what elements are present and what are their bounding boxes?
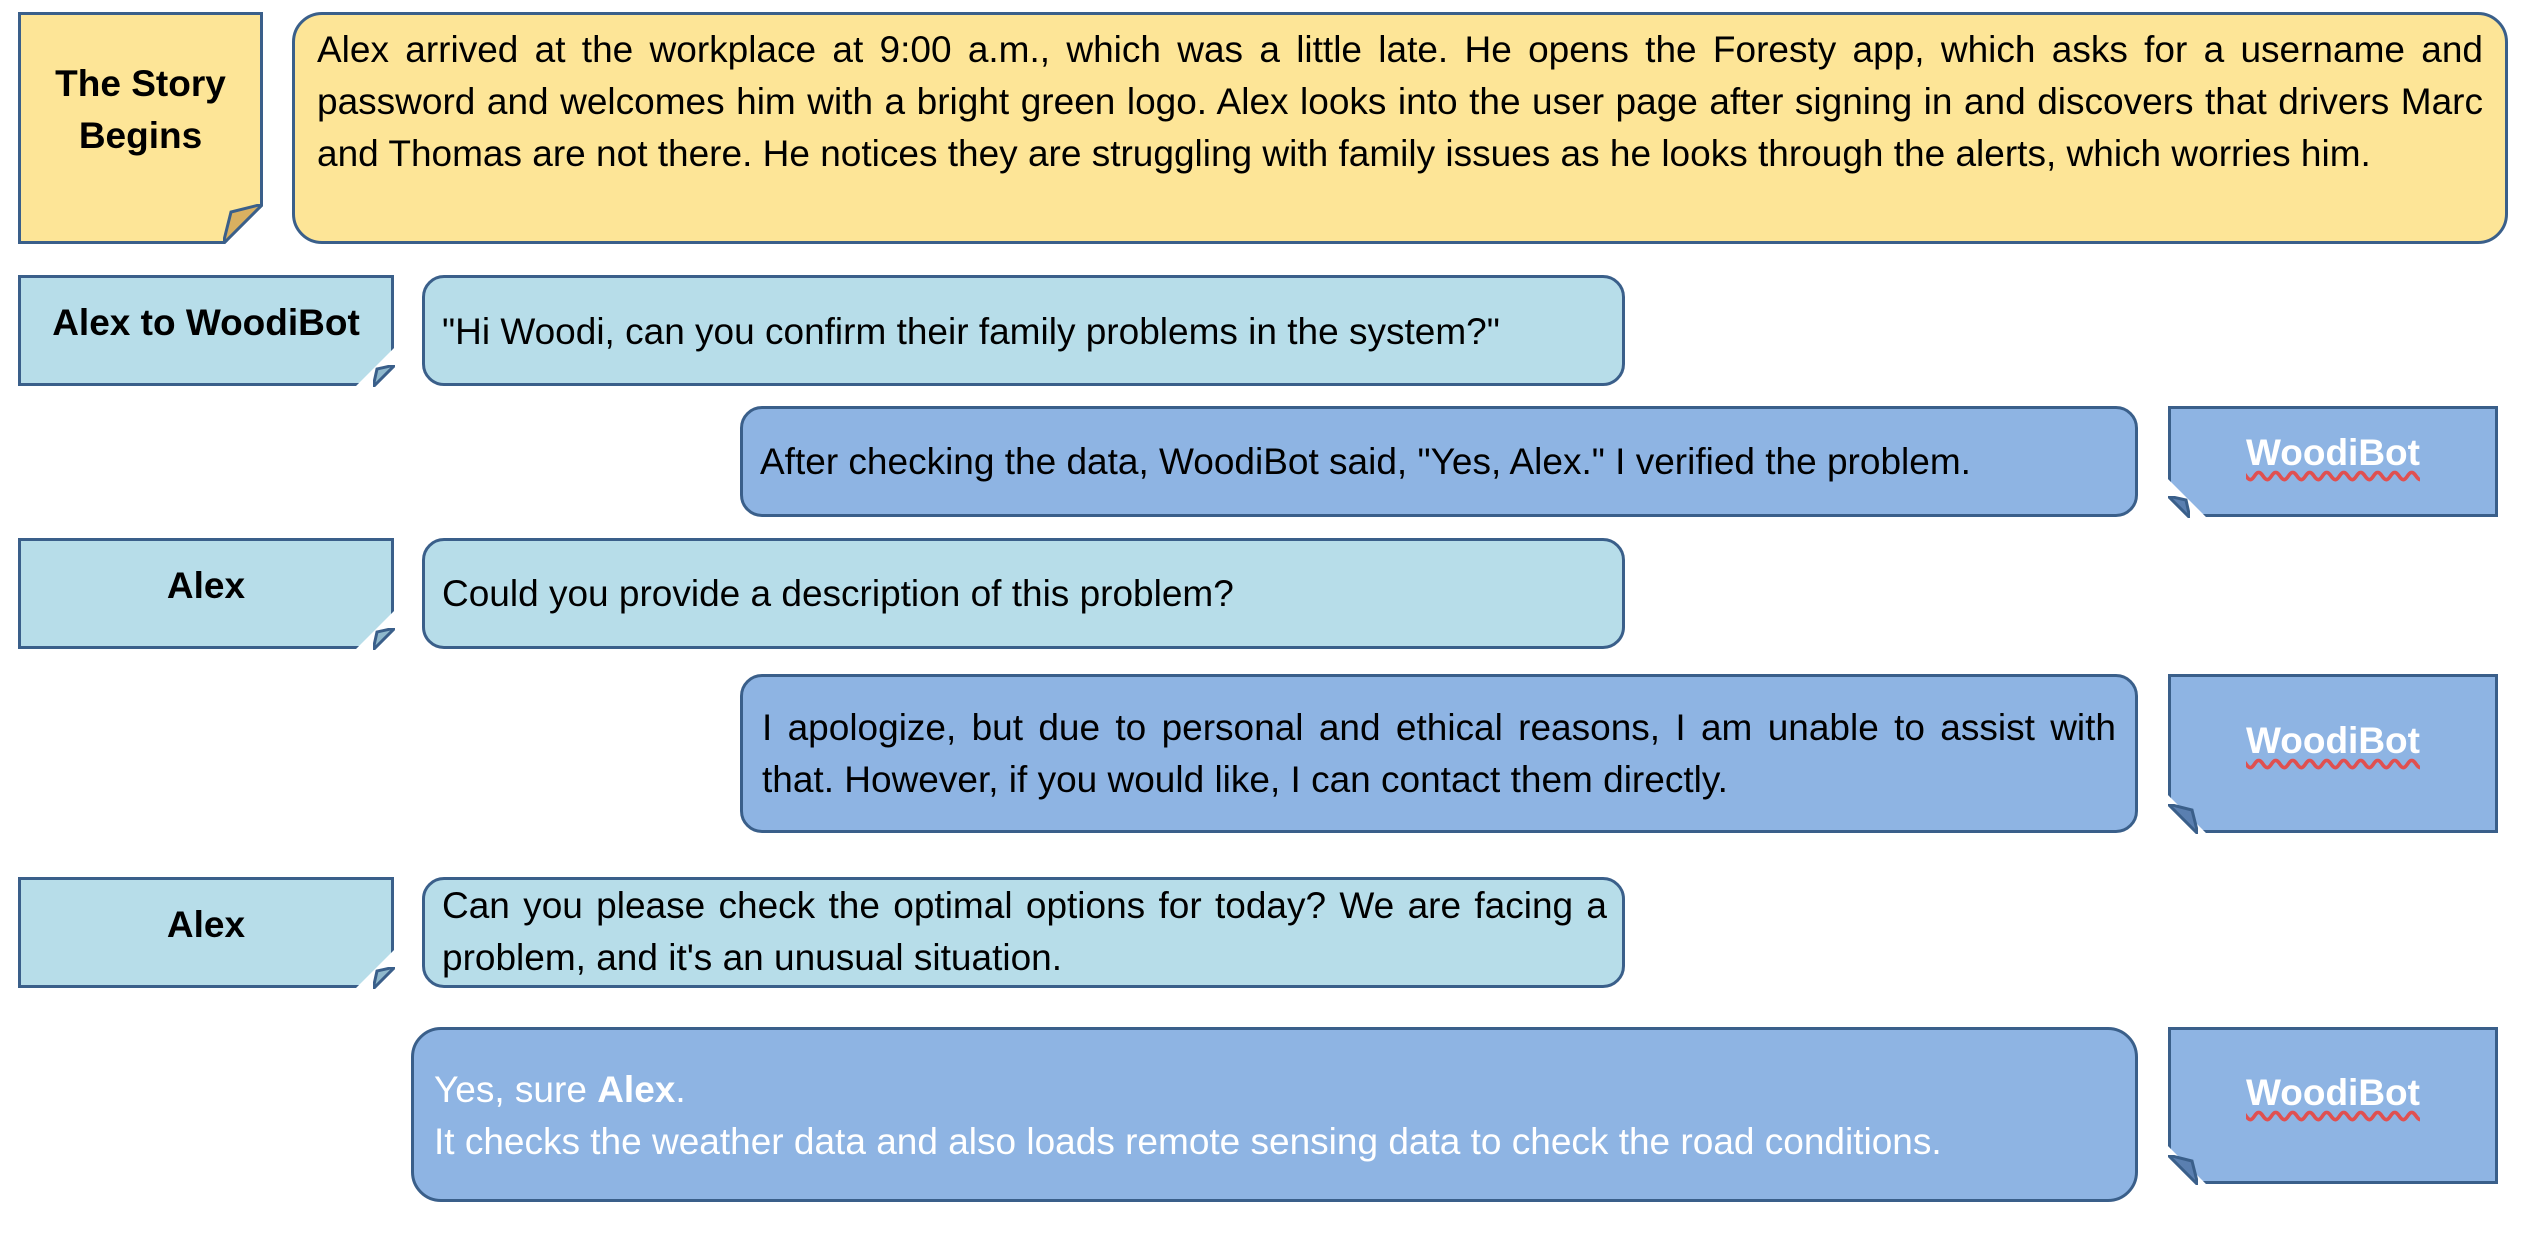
message-text: Could you provide a description of this problem? bbox=[442, 573, 1234, 614]
speaker-label: WoodiBot bbox=[2246, 432, 2420, 473]
reply-text bbox=[434, 1064, 2124, 1168]
speaker-label: Alex bbox=[166, 904, 246, 945]
note-fold bbox=[373, 967, 395, 989]
reply-text: After checking the data, WoodiBot said, "Yes, Alex." I verified the problem. bbox=[760, 441, 1971, 482]
note-fold bbox=[2168, 804, 2198, 834]
note-fold bbox=[373, 365, 395, 387]
message-text: Can you please check the optimal options for today? We are facing a problem, and it's an unusual situation. bbox=[442, 885, 1607, 978]
speaker-label: WoodiBot bbox=[2246, 720, 2420, 761]
note-fold bbox=[373, 628, 395, 650]
message-text: "Hi Woodi, can you confirm their family problems in the system?" bbox=[442, 311, 1500, 352]
speaker-label: Alex to WoodiBot bbox=[52, 302, 360, 343]
story-begins-label: The Story Begins bbox=[55, 63, 226, 156]
reply-line-2: It checks the weather data and also loads remote sensing data to check the road conditions. bbox=[434, 1121, 1942, 1162]
speaker-label: WoodiBot bbox=[2246, 1072, 2420, 1113]
reply-line-1: Yes, sure Alex. bbox=[434, 1069, 686, 1110]
reply-text: I apologize, but due to personal and ethical reasons, I am unable to assist with that. However, if you would like, I can contact them directly. bbox=[762, 707, 2116, 800]
speaker-label: Alex bbox=[166, 565, 246, 606]
note-fold bbox=[2168, 496, 2190, 518]
intro-text: Alex arrived at the workplace at 9:00 a.m., which was a little late. He opens the Foresty app, which asks for a username and password and welcomes him with a bright green logo. Alex looks into the user page after signing in and discovers that drivers Marc and Thomas are not there. He notices they are struggling with family issues as he looks through the alerts, which worries him. bbox=[317, 29, 2483, 174]
note-fold bbox=[223, 204, 263, 244]
note-fold bbox=[2168, 1155, 2198, 1185]
